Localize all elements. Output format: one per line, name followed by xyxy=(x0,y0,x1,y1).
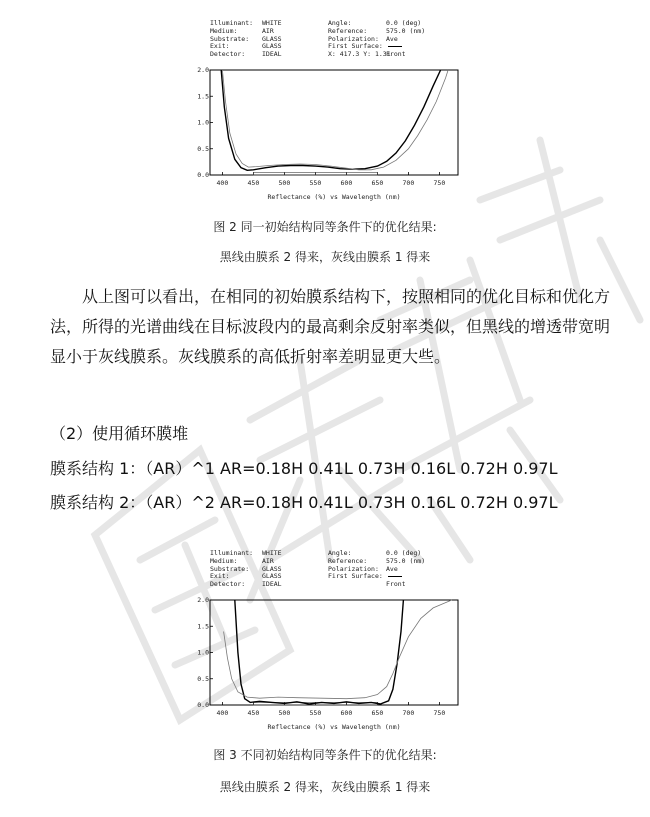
x-tick-label: 700 xyxy=(402,709,415,717)
x-tick-label: 600 xyxy=(340,179,353,187)
chart-svg xyxy=(197,66,465,208)
x-tick-label: 500 xyxy=(278,709,291,717)
x-tick-label: 400 xyxy=(216,709,229,717)
series-line-2 xyxy=(222,70,448,170)
x-tick-label: 550 xyxy=(309,179,322,187)
x-tick-label: 600 xyxy=(340,709,353,717)
x-tick-label: 450 xyxy=(247,709,260,717)
y-tick-label: 2.0 xyxy=(197,66,209,74)
plot-frame xyxy=(210,70,458,175)
structure-2: 膜系结构 2：（AR）^2 AR=0.18H 0.41L 0.73H 0.16L 0.72H 0.97L xyxy=(50,493,558,512)
series-line-1 xyxy=(235,600,404,704)
series-line-2 xyxy=(224,600,452,699)
figure-2-caption-2: 黑线由膜系 2 得来，灰线由膜系 1 得来 xyxy=(219,780,431,794)
x-tick-label: 400 xyxy=(216,179,229,187)
x-tick-label: 750 xyxy=(433,709,446,717)
figure-1-caption-2: 黑线由膜系 2 得来，灰线由膜系 1 得来 xyxy=(219,250,431,264)
body-paragraph: 从上图可以看出，在相同的初始膜系结构下，按照相同的优化目标和优化方法，所得的光谱曲线在目标波段内的最高剩余反射率类似，但黑线的增透带宽明显小于灰线膜系。灰线膜系的高低折射率差明显更大些。 xyxy=(50,287,611,366)
x-tick-label: 750 xyxy=(433,179,446,187)
structure-1: 膜系结构 1：（AR）^1 AR=0.18H 0.41L 0.73H 0.16L 0.72H 0.97L xyxy=(50,459,558,478)
figure-1-caption: 图 2 同一初始结构同等条件下的优化结果: xyxy=(213,220,437,234)
x-tick-label: 700 xyxy=(402,179,415,187)
series-line-1 xyxy=(221,70,440,170)
y-tick-label: 0.0 xyxy=(197,701,209,709)
figure-2-header: Illuminant: Medium: Substrate: Exit: Detector: WHITE AIR GLASS GLASS IDEAL Angle: Reference: Polarization: First Surface: 0.0 (deg) 575.0 (nm) Ave Front xyxy=(210,549,426,589)
x-tick-label: 650 xyxy=(371,179,384,187)
section-heading: （2）使用循环膜堆 xyxy=(50,424,189,443)
y-tick-label: 2.0 xyxy=(197,596,209,604)
figure-2-chart xyxy=(197,596,465,738)
figure-2-caption: 图 3 不同初始结构同等条件下的优化结果: xyxy=(213,748,437,762)
plot-frame xyxy=(210,600,458,705)
y-tick-label: 0.5 xyxy=(197,144,209,153)
y-tick-label: 1.5 xyxy=(197,622,209,631)
y-tick-label: 0.0 xyxy=(197,171,209,179)
y-tick-label: 0.5 xyxy=(197,674,209,683)
figure-1-header: Illuminant: Medium: Substrate: Exit: Detector: WHITE AIR GLASS GLASS IDEAL Angle: Reference: Polarization: First Surface: X: 417.3 Y: 1.31 0.0 (deg) 575.0 (nm) Ave Front xyxy=(210,19,426,59)
x-tick-label: 500 xyxy=(278,179,291,187)
chart-svg xyxy=(197,596,465,738)
figure-1 xyxy=(197,19,465,208)
y-tick-label: 1.5 xyxy=(197,92,209,101)
y-tick-label: 1.0 xyxy=(197,118,209,127)
x-tick-label: 650 xyxy=(371,709,384,717)
figure-1-chart xyxy=(197,66,465,208)
y-tick-label: 1.0 xyxy=(197,648,209,657)
x-axis-label: Reflectance (%) vs Wavelength (nm) xyxy=(267,723,401,731)
figure-2 xyxy=(197,549,465,738)
x-axis-label: Reflectance (%) vs Wavelength (nm) xyxy=(267,193,401,201)
x-tick-label: 450 xyxy=(247,179,260,187)
x-tick-label: 550 xyxy=(309,709,322,717)
